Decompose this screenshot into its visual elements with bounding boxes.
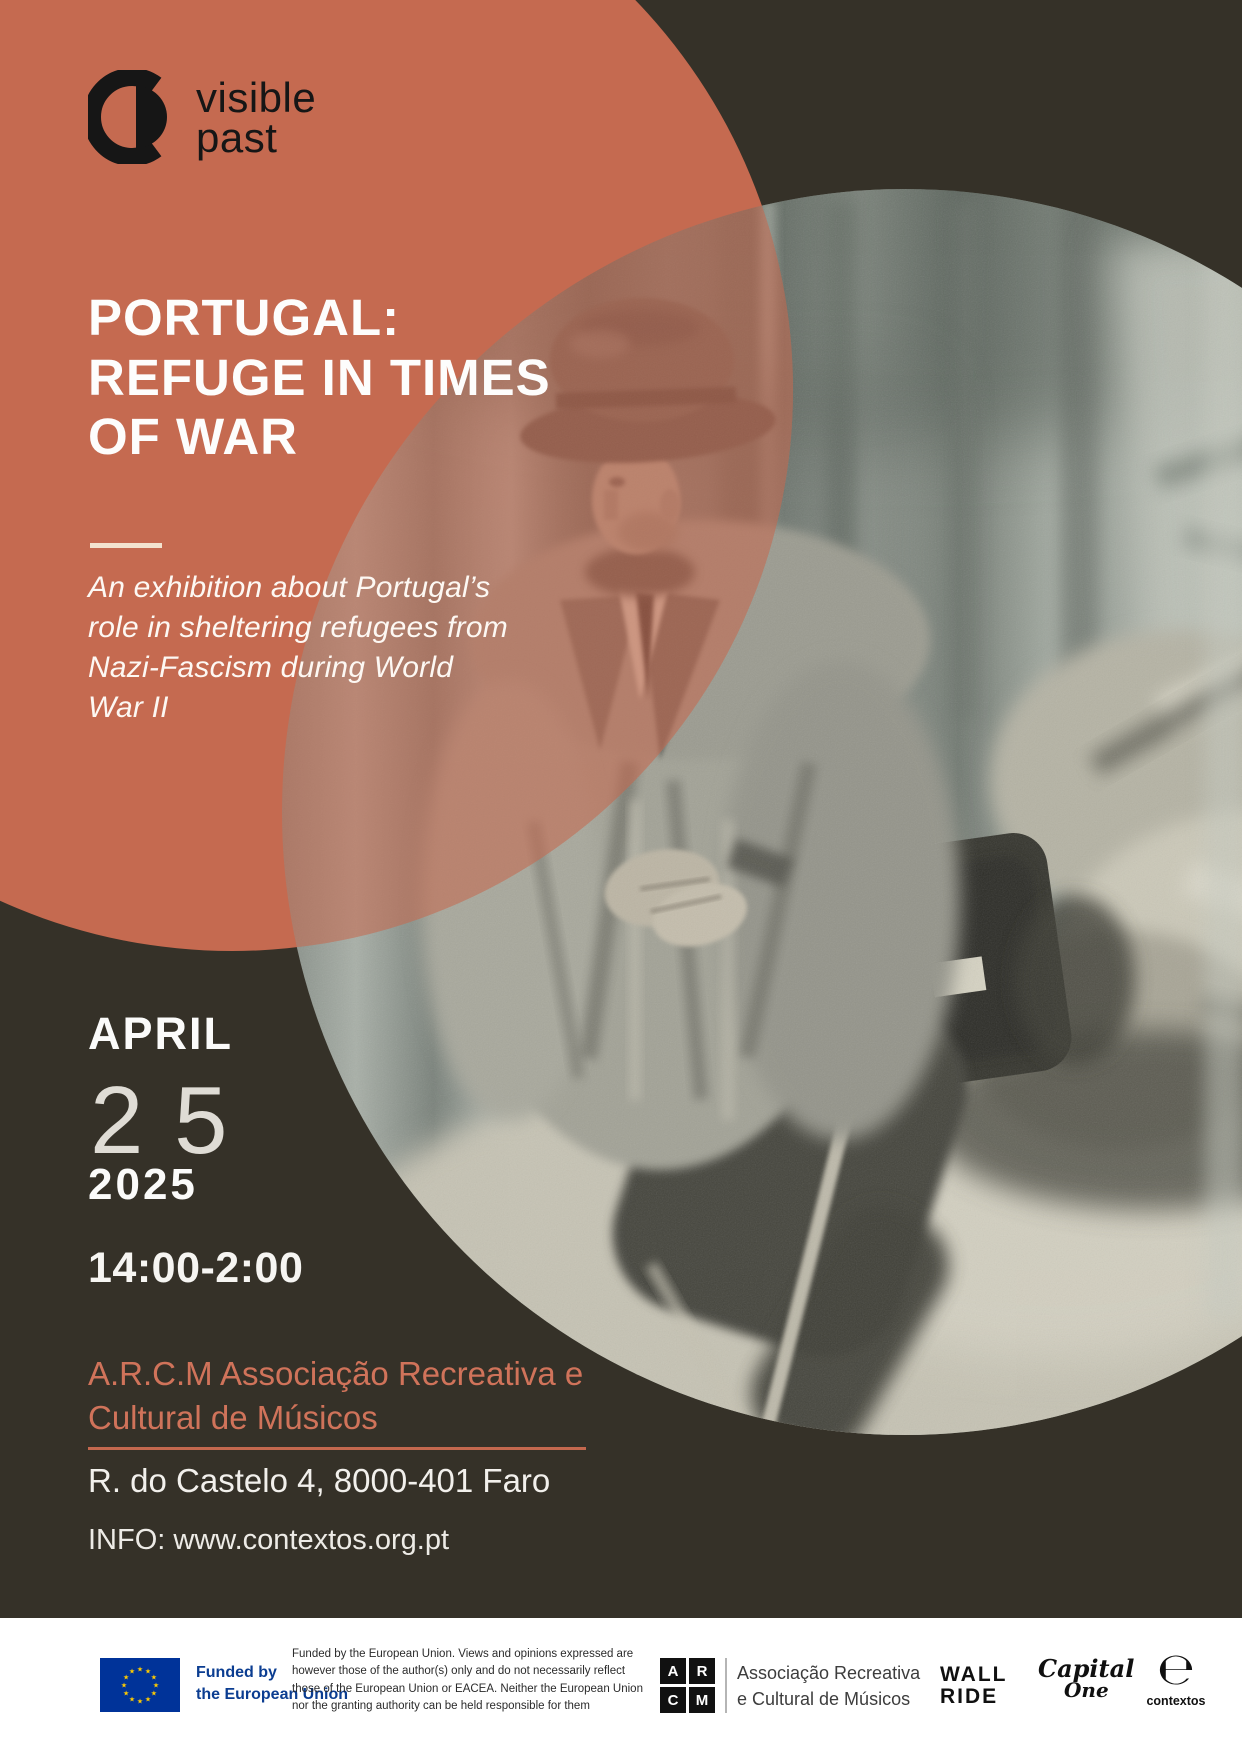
arcm-logo: [660, 1658, 715, 1713]
contextos-label: contextos: [1146, 1694, 1206, 1708]
event-year: 2025: [88, 1160, 198, 1209]
venue-address: R. do Castelo 4, 8000-401 Faro: [88, 1462, 551, 1499]
svg-text:★: ★: [120, 1681, 128, 1690]
svg-text:★: ★: [128, 1667, 136, 1676]
logo-line-2: past: [196, 114, 278, 162]
subtitle-line-2: role in sheltering refugees from: [88, 610, 508, 644]
arcm-logo-letter-r: R: [689, 1658, 715, 1684]
eu-flag-icon: [100, 1658, 180, 1712]
capital-one-line-1: Capital: [1038, 1654, 1135, 1683]
venue-name-line-1: A.R.C.M Associação Recreativa e: [88, 1355, 584, 1392]
arcm-logo-letter-c: C: [660, 1687, 686, 1713]
arcm-logo-letter-m: M: [689, 1687, 715, 1713]
svg-text:★: ★: [144, 1667, 152, 1676]
eu-disclaimer: Funded by the European Union. Views and opinions expressed are however those of the author(s) only and do not necessarily reflect those of the European Union or EACEA. Neither the European Union nor the granting authority can be held responsible for them: [292, 1648, 643, 1712]
wall-ride-line-2: RIDE: [940, 1685, 999, 1709]
capital-one-line-2: One: [1064, 1677, 1109, 1702]
wall-ride-line-1: WALL: [940, 1663, 1008, 1686]
event-day: 25: [90, 1067, 259, 1174]
poster-subtitle: [88, 568, 508, 728]
svg-text:★: ★: [122, 1689, 130, 1698]
svg-text:★: ★: [144, 1695, 152, 1704]
venue-name-line-2: Cultural de Músicos: [88, 1398, 378, 1436]
svg-text:★: ★: [152, 1681, 160, 1690]
contextos-logo: [1146, 1644, 1206, 1708]
eu-funded-line-1: Funded by: [196, 1664, 277, 1681]
visible-past-logo-text: [196, 70, 317, 162]
title-line-3: OF WAR: [88, 408, 298, 466]
arcm-name-line-1: Associação Recreativa: [737, 1663, 921, 1683]
wall-ride-logo: [940, 1664, 1007, 1708]
capital-one-logo: [1038, 1654, 1135, 1702]
event-time: 14:00-2:00: [88, 1244, 304, 1292]
arcm-name-line-2: e Cultural de Músicos: [737, 1689, 911, 1710]
event-month: APRIL: [88, 1008, 233, 1059]
info-url: INFO: www.contextos.org.pt: [88, 1524, 450, 1556]
visible-past-logo: [88, 70, 316, 164]
svg-text:★: ★: [150, 1689, 158, 1698]
title-line-2: REFUGE IN TIMES: [88, 348, 551, 406]
poster-title: [88, 288, 551, 467]
arcm-name: [737, 1660, 920, 1712]
svg-text:★: ★: [150, 1673, 158, 1682]
subtitle-line-4: War II: [88, 690, 169, 724]
venue-name: [88, 1352, 583, 1440]
venue-divider: [88, 1447, 586, 1450]
eu-funded-line-2: the European Union: [196, 1686, 348, 1704]
visible-past-logo-icon: [88, 70, 178, 164]
svg-text:★: ★: [122, 1673, 130, 1682]
title-line-1: PORTUGAL:: [88, 289, 401, 346]
logo-line-1: visible: [196, 74, 317, 121]
subtitle-line-1: An exhibition about Portugal’s: [88, 571, 491, 604]
svg-text:★: ★: [136, 1665, 144, 1674]
arcm-divider: [725, 1658, 727, 1713]
svg-text:★: ★: [128, 1695, 136, 1704]
title-divider: [90, 543, 162, 548]
contextos-icon: ℮: [1157, 1644, 1195, 1695]
subtitle-line-3: Nazi-Fascism during World: [88, 650, 454, 684]
svg-text:★: ★: [136, 1697, 144, 1706]
arcm-logo-letter-a: A: [660, 1658, 686, 1684]
footer-bar: [0, 1618, 1242, 1755]
